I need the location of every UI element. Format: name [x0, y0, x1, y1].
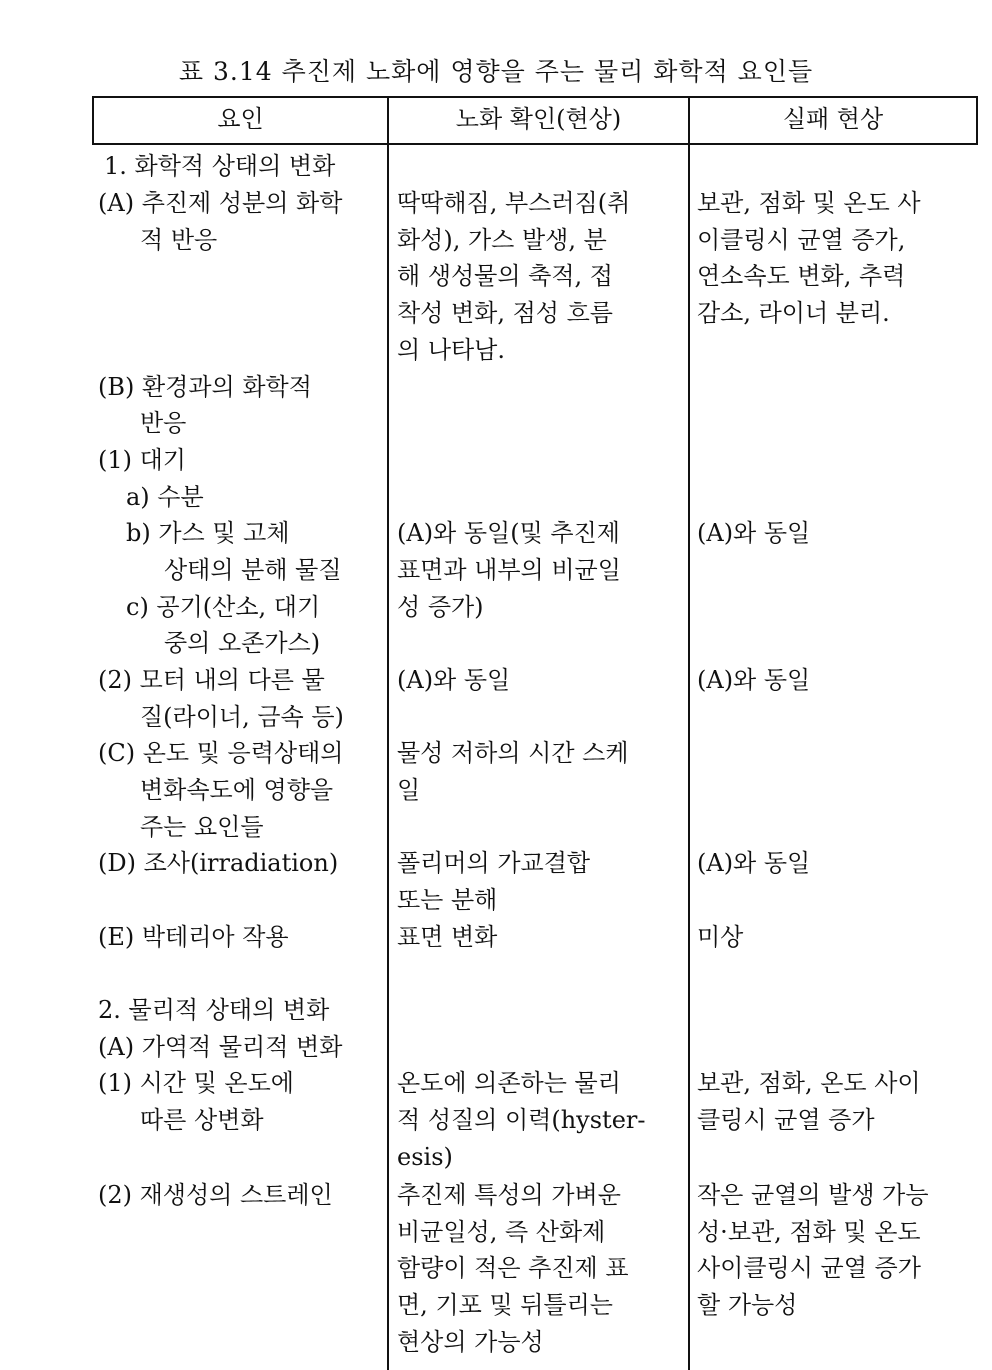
factor-c-line2: 변화속도에 영향을 [140, 776, 334, 804]
factor-a-line2: 적 반응 [140, 226, 218, 254]
factor-b1b-line2: 상태의 분해 물질 [164, 556, 342, 584]
factor-c-line3: 주는 요인들 [140, 813, 264, 841]
factor-b1c-line2: 중의 오존가스) [164, 629, 321, 657]
fail-physical-1-line2: 클링시 균열 증가 [697, 1106, 875, 1134]
factor-physical-1-line1: (1) 시간 및 온도에 [98, 1069, 294, 1097]
obs-b-line2: 표면과 내부의 비균일 [397, 556, 621, 584]
header-failure-phenomenon: 실패 현상 [782, 105, 884, 133]
obs-physical-1-line2: 적 성질의 이력(hyster- [397, 1106, 646, 1134]
obs-physical-2-line1: 추진제 특성의 가벼운 [397, 1181, 621, 1209]
obs-physical-2-line4: 면, 기포 및 뒤틀리는 [397, 1291, 613, 1319]
fail-a-line4: 감소, 라이너 분리. [697, 299, 890, 327]
factor-b1b-line1: b) 가스 및 고체 [126, 519, 290, 547]
fail-physical-2-line2: 성·보관, 점화 및 온도 [697, 1218, 921, 1246]
factor-physical-1-line2: 따른 상변화 [140, 1106, 264, 1134]
fail-a-line3: 연소속도 변화, 추력 [697, 262, 906, 290]
factor-e: (E) 박테리아 작용 [98, 923, 289, 951]
fail-physical-1-line1: 보관, 점화, 온도 사이 [697, 1069, 921, 1097]
factor-a-line1: (A) 추진제 성분의 화학 [98, 189, 343, 217]
obs-b2: (A)와 동일 [397, 666, 511, 694]
factor-physical-a: (A) 가역적 물리적 변화 [98, 1033, 343, 1061]
factor-physical-2: (2) 재생성의 스트레인 [98, 1181, 333, 1209]
factor-b-line1: (B) 환경과의 화학적 [98, 373, 312, 401]
column-divider-2 [688, 96, 690, 1370]
obs-physical-1-line3: esis) [397, 1143, 453, 1171]
section-physical-change: 2. 물리적 상태의 변화 [98, 996, 330, 1024]
obs-c-line1: 물성 저하의 시간 스케 [397, 739, 629, 767]
obs-physical-2-line3: 함량이 적은 추진제 표 [397, 1254, 629, 1282]
header-bottom-border [92, 143, 978, 145]
factor-b2-line2: 질(라이너, 금속 등) [140, 703, 344, 731]
header-factor: 요인 [217, 105, 264, 133]
factor-b2-line1: (2) 모터 내의 다른 물 [98, 666, 325, 694]
fail-b2: (A)와 동일 [697, 666, 811, 694]
obs-a-line4: 착성 변화, 점성 흐름 [397, 299, 613, 327]
obs-e: 표면 변화 [397, 923, 498, 951]
factor-d: (D) 조사(irradiation) [98, 849, 339, 877]
obs-b-line1: (A)와 동일(및 추진제 [397, 519, 620, 547]
factor-b1: (1) 대기 [98, 446, 186, 474]
table-top-border [92, 96, 978, 98]
section-chemical-change: 1. 화학적 상태의 변화 [104, 152, 336, 180]
obs-physical-2-line2: 비균일성, 즉 산화제 [397, 1218, 606, 1246]
obs-a-line2: 화성), 가스 발생, 분 [397, 226, 607, 254]
header-aging-observation: 노화 확인(현상) [455, 105, 622, 133]
table-right-border [976, 96, 978, 145]
fail-b: (A)와 동일 [697, 519, 811, 547]
obs-physical-1-line1: 온도에 의존하는 물리 [397, 1069, 621, 1097]
factor-c-line1: (C) 온도 및 응력상태의 [98, 739, 344, 767]
fail-physical-2-line1: 작은 균열의 발생 가능 [697, 1181, 929, 1209]
table-caption: 표 3.14 추진제 노화에 영향을 주는 물리 화학적 요인들 [178, 57, 814, 86]
factor-b1c-line1: c) 공기(산소, 대기 [126, 593, 321, 621]
fail-a-line1: 보관, 점화 및 온도 사 [697, 189, 921, 217]
factor-b-line2: 반응 [140, 409, 187, 437]
factor-b1a: a) 수분 [126, 483, 204, 511]
obs-d-line1: 폴리머의 가교결합 [397, 849, 591, 877]
obs-a-line3: 해 생성물의 축적, 접 [397, 262, 613, 290]
obs-c-line2: 일 [397, 776, 421, 804]
column-divider-1 [387, 96, 389, 1370]
obs-d-line2: 또는 분해 [397, 886, 498, 914]
obs-a-line5: 의 나타남. [397, 336, 505, 364]
fail-physical-2-line4: 할 가능성 [697, 1291, 798, 1319]
fail-e: 미상 [697, 923, 744, 951]
obs-physical-2-line5: 현상의 가능성 [397, 1328, 544, 1356]
fail-d: (A)와 동일 [697, 849, 811, 877]
fail-a-line2: 이클링시 균열 증가, [697, 226, 906, 254]
obs-b-line3: 성 증가) [397, 593, 484, 621]
fail-physical-2-line3: 사이클링시 균열 증가 [697, 1254, 921, 1282]
obs-a-line1: 딱딱해짐, 부스러짐(취 [397, 189, 631, 217]
